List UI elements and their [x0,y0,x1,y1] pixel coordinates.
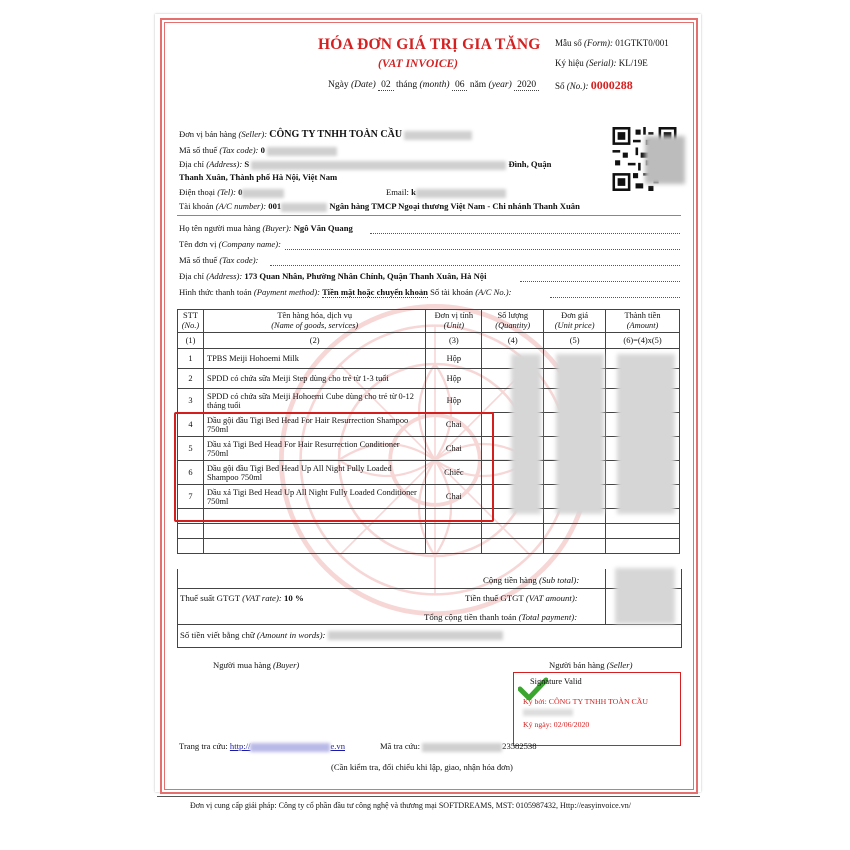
unit-price-redaction [556,354,604,514]
subtotal-label: Cộng tiền hàng (Sub total): [483,575,580,585]
table-header-row [178,310,680,333]
buyer-company-line: Tên đơn vị (Company name): [179,239,281,249]
seller-address-line: Địa chỉ (Address): S Đình, Quận [179,159,552,169]
section-divider [177,215,681,216]
buyer-address: 173 Quan Nhân, Phường Nhân Chính, Quận Thanh Xuân, Hà Nội [244,271,487,281]
col-header: Số lượng (Quantity) [482,310,544,333]
amount-redaction [617,354,675,514]
qr-redaction [645,136,685,184]
signed-by-text: Ký bởi: CÔNG TY TNHH TOÀN CẦU [523,697,648,706]
seller-signature-label: Người bán hàng (Seller) [549,660,633,670]
serial-number: Ký hiệu (Serial): KL/19E [555,58,648,68]
total-payment-label: Tổng cộng tiền thanh toán (Total payment): [424,612,578,622]
signature-valid-text: Signature Valid [530,677,582,686]
vat-amount-label: Tiền thuế GTGT (VAT amount): [465,593,578,603]
col-header: STT (No.) [178,310,204,333]
invoice-date: Ngày (Date) 02 tháng (month) 06 năm (year) 2020 [328,80,539,90]
col-header: Đơn vị tính (Unit) [426,310,482,333]
form-number: Mẫu số (Form): 01GTKT0/001 [555,38,669,48]
invoice-title: HÓA ĐƠN GIÁ TRỊ GIA TĂNG [318,36,541,53]
amount-in-words-line: Số tiền viết bằng chữ (Amount in words): [180,630,503,640]
highlight-box [174,412,494,522]
vat-rate: 10 % [284,593,304,603]
col-header: Đơn giá (Unit price) [544,310,606,333]
payment-method-line: Hình thức thanh toán (Payment method): Tiền mặt hoặc chuyển khoản Số tài khoản (A/C No.): [179,287,512,297]
empty-row [178,524,680,539]
seller-email-line: Email: k [386,187,506,198]
table-row: 3 SPDD có chứa sữa Meiji Hohoemi Cube dùng cho trẻ từ 0-12 tháng tuổi Hộp [178,389,680,413]
seller-account-line: Tài khoản (A/C number): 001 Ngân hàng TMCP Ngoại thương Việt Nam - Chi nhánh Thanh Xuân [179,201,580,211]
year-value: 2020 [514,80,539,91]
buyer-tax-line: Mã số thuế (Tax code): [179,255,259,265]
buyer-address-line: Địa chỉ (Address): 173 Quan Nhân, Phường Nhân Chính, Quận Thanh Xuân, Hà Nội [179,271,487,281]
buyer-signature-label: Người mua hàng (Buyer) [213,660,300,670]
vat-rate-line: Thuế suất GTGT (VAT rate): 10 % [180,593,304,603]
seller-phone-line: Điện thoại (Tel): 0 [179,187,284,198]
buyer-name-line: Họ tên người mua hàng (Buyer): Ngô Văn Quang [179,223,353,233]
payment-method: Tiền mặt hoặc chuyển khoản [322,287,428,297]
lookup-note: (Cần kiểm tra, đối chiếu khi lập, giao, nhận hóa đơn) [331,762,513,772]
table-row: 4 Dầu gội đầu Tigi Bed Head For Hair Resurrection Shampoo 750ml Chai [178,413,680,437]
signed-date-text: Ký ngày: 02/06/2020 [523,720,590,729]
table-row: 6 Dầu gội đầu Tigi Bed Head Up All Night Fully Loaded Shampoo 750ml Chiếc [178,461,680,485]
seller-tax-line: Mã số thuế (Tax code): 0 [179,145,337,156]
col-header: Tên hàng hóa, dịch vụ (Name of goods, services) [203,310,425,333]
digital-signature-box [513,672,681,746]
month-value: 06 [452,80,468,91]
totals-redaction [615,568,675,624]
table-row: 2 SPDD có chứa sữa Meiji Step dùng cho trẻ từ 1-3 tuổi Hộp [178,369,680,389]
invoice-subtitle: (VAT INVOICE) [378,58,458,70]
quantity-redaction [511,354,541,514]
lookup-site-link[interactable]: http:// e.vn [229,741,345,751]
seller-name-line: Đơn vị bán hàng (Seller): CÔNG TY TNHH TOÀN CẦU [179,129,472,140]
table-row: 1 TPBS Meiji Hohoemi Milk Hộp [178,349,680,369]
day-value: 02 [378,80,394,91]
empty-row [178,539,680,554]
invoice-number: Số (No.): 0000288 [555,78,633,92]
lookup-code-line: Mã tra cứu: 23582538 [380,741,537,751]
footer-text: Đơn vị cung cấp giải pháp: Công ty cổ phần đầu tư công nghệ và thương mại SOFTDREAMS, MST: 0105987432, Http://easyinvoice.vn/ [190,801,631,810]
seller-name: CÔNG TY TNHH TOÀN CẦU [269,129,403,140]
lookup-site-line: Trang tra cứu: http:// e.vn [179,741,345,751]
buyer-name: Ngô Văn Quang [293,223,353,233]
index-row: (1) (2) (3) (4) (5) (6)=(4)x(5) [178,333,680,349]
col-header: Thành tiền (Amount) [606,310,680,333]
table-row: 5 Dầu xả Tigi Bed Head For Hair Resurrection Conditioner 750ml Chai [178,437,680,461]
table-row: 7 Dầu xả Tigi Bed Head Up All Night Fully Loaded Conditioner 750ml Chai [178,485,680,509]
seller-address-line2: Thanh Xuân, Thành phố Hà Nội, Việt Nam [179,172,338,182]
